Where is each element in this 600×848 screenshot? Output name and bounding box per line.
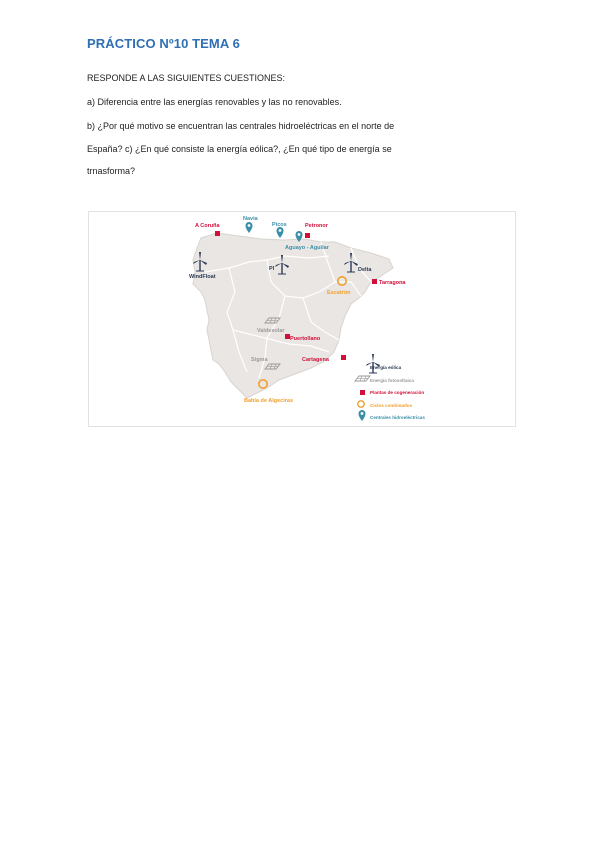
label-pi: PI bbox=[269, 266, 275, 272]
label-tarragona: Tarragona bbox=[379, 280, 406, 286]
label-petronor: Petronor bbox=[305, 223, 328, 229]
label-delta: Delta bbox=[358, 267, 372, 273]
wind-turbine-icon bbox=[366, 354, 380, 373]
label-puertollano: Puertollano bbox=[290, 336, 321, 342]
square-marker-icon bbox=[360, 390, 365, 395]
legend-combined-label: Ciclos combinados bbox=[370, 403, 413, 408]
square-marker-icon bbox=[341, 355, 346, 360]
label-sigma: Sigma bbox=[251, 357, 268, 363]
question-a: a) Diferencia entre las energías renovables y las no renovables. bbox=[87, 97, 342, 107]
question-b-line-2: España? c) ¿En qué consiste la energía eólica?, ¿En qué tipo de energía se bbox=[87, 144, 392, 154]
instructions-heading: RESPONDE A LAS SIGUIENTES CUESTIONES: bbox=[87, 73, 286, 83]
label-bahia: Bahía de Algeciras bbox=[244, 398, 294, 404]
question-b-line-1: b) ¿Por qué motivo se encuentran las centrales hidroeléctricas en el norte de bbox=[87, 121, 395, 131]
iberian-peninsula-land bbox=[193, 233, 393, 398]
square-marker-icon bbox=[372, 279, 377, 284]
label-aguayo: Aguayo - Aguilar bbox=[285, 245, 329, 251]
pin-marker-icon bbox=[246, 222, 253, 233]
energy-map-figure bbox=[88, 211, 516, 427]
label-valdesolar: Valdesolar bbox=[257, 328, 285, 334]
pin-marker-icon bbox=[359, 410, 366, 421]
label-picos: Picos bbox=[272, 222, 287, 228]
circle-marker-icon bbox=[358, 401, 364, 407]
spain-energy-map bbox=[89, 212, 515, 426]
label-navia: Navia bbox=[243, 216, 258, 222]
label-cartagena: Cartagena bbox=[302, 357, 329, 363]
legend-solar-label: Energía fotovoltaica bbox=[370, 378, 414, 383]
label-windfloat: WindFloat bbox=[189, 274, 216, 280]
question-c-line-3: trnasforma? bbox=[87, 166, 136, 176]
legend-cogeneration-label: Plantas de cogeneración bbox=[370, 390, 425, 395]
label-a-coruna: A Coruña bbox=[195, 223, 220, 229]
label-escatron: Escatrón bbox=[327, 290, 351, 296]
page-title: PRÁCTICO Nº10 TEMA 6 bbox=[87, 36, 240, 51]
square-marker-icon bbox=[215, 231, 220, 236]
pin-marker-icon bbox=[277, 227, 284, 238]
square-marker-icon bbox=[305, 233, 310, 238]
legend-wind-label: Energía eólica bbox=[370, 365, 402, 370]
solar-panel-icon bbox=[355, 376, 370, 381]
legend-hydro-label: Centrales hidroeléctricas bbox=[370, 415, 425, 420]
